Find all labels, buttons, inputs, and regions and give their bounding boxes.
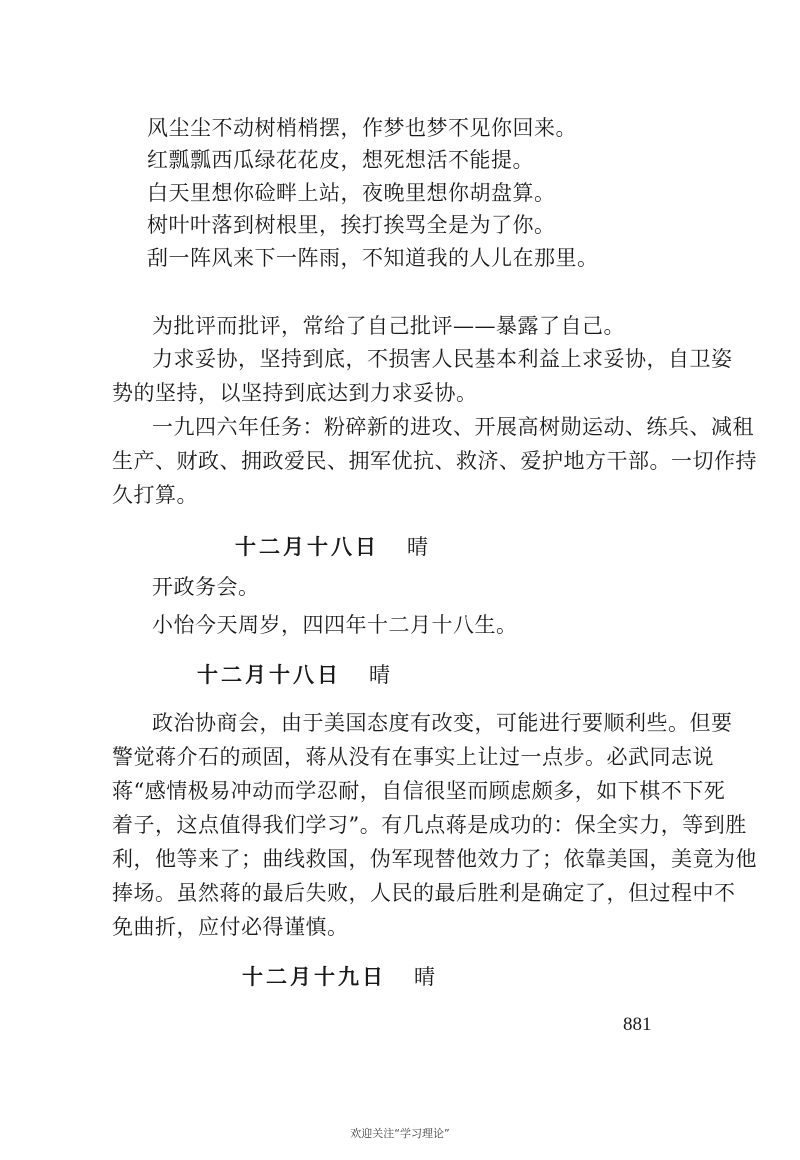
entry-text-line: 政治协商会，由于美国态度有改变，可能进行要顺利些。但要: [152, 711, 733, 735]
note-line: 生产、财政、拥政爱民、拥军优抗、救济、爱护地方干部。一切作持: [112, 449, 757, 473]
poem-line: 白天里想你硷畔上站，夜晚里想你胡盘算。: [147, 181, 556, 205]
entry-weather: 晴: [414, 965, 438, 989]
entry-weather: 晴: [369, 663, 393, 687]
entry-heading: [242, 964, 438, 990]
poem-line: 刮一阵风来下一阵雨，不知道我的人儿在那里。: [147, 246, 599, 270]
entry-heading: [197, 662, 393, 688]
footer-note: 欢迎关注“学习理论”: [350, 1127, 450, 1140]
poem-line: 红瓢瓢西瓜绿花花皮，想死想活不能提。: [147, 148, 534, 172]
entry-date: 十二月十八日: [235, 535, 379, 559]
entry-text-line: 着子，这点值得我们学习”。有几点蒋是成功的：保全实力，等到胜: [112, 813, 747, 837]
poem-line: 风尘尘不动树梢梢摆，作梦也梦不见你回来。: [147, 116, 577, 140]
note-line: 力求妥协，坚持到底，不损害人民基本利益上求妥协，自卫姿: [152, 347, 733, 371]
entry-text-line: 开政务会。: [152, 575, 260, 599]
entry-text-line: 免曲折，应付必得谨慎。: [112, 915, 349, 939]
entry-text-line: 警觉蒋介石的顽固，蒋从没有在事实上让过一点步。必武同志说: [112, 745, 714, 769]
page-number: 881: [623, 1014, 652, 1035]
note-line: 为批评而批评，常给了自己批评——暴露了自己。: [152, 314, 625, 338]
entry-date: 十二月十八日: [197, 663, 341, 687]
entry-weather: 晴: [407, 535, 431, 559]
note-line: 久打算。: [112, 483, 198, 507]
entry-text-line: 蒋“感情极易冲动而学忍耐，自信很坚而顾虑颇多，如下棋不下死: [112, 779, 726, 803]
note-line: 势的坚持，以坚持到底达到力求妥协。: [112, 381, 478, 405]
entry-text-line: 捧场。虽然蒋的最后失败，人民的最后胜利是确定了，但过程中不: [112, 881, 736, 905]
note-line: 一九四六年任务：粉碎新的进攻、开展高树勋运动、练兵、减租: [152, 415, 754, 439]
entry-text-line: 利，他等来了；曲线救国，伪军现替他效力了；依靠美国，美竟为他: [112, 847, 757, 871]
entry-text-line: 小怡今天周岁，四四年十二月十八生。: [152, 613, 518, 637]
poem-line: 树叶叶落到树根里，挨打挨骂全是为了你。: [147, 213, 556, 237]
entry-heading: [235, 534, 431, 560]
entry-date: 十二月十九日: [242, 965, 386, 989]
